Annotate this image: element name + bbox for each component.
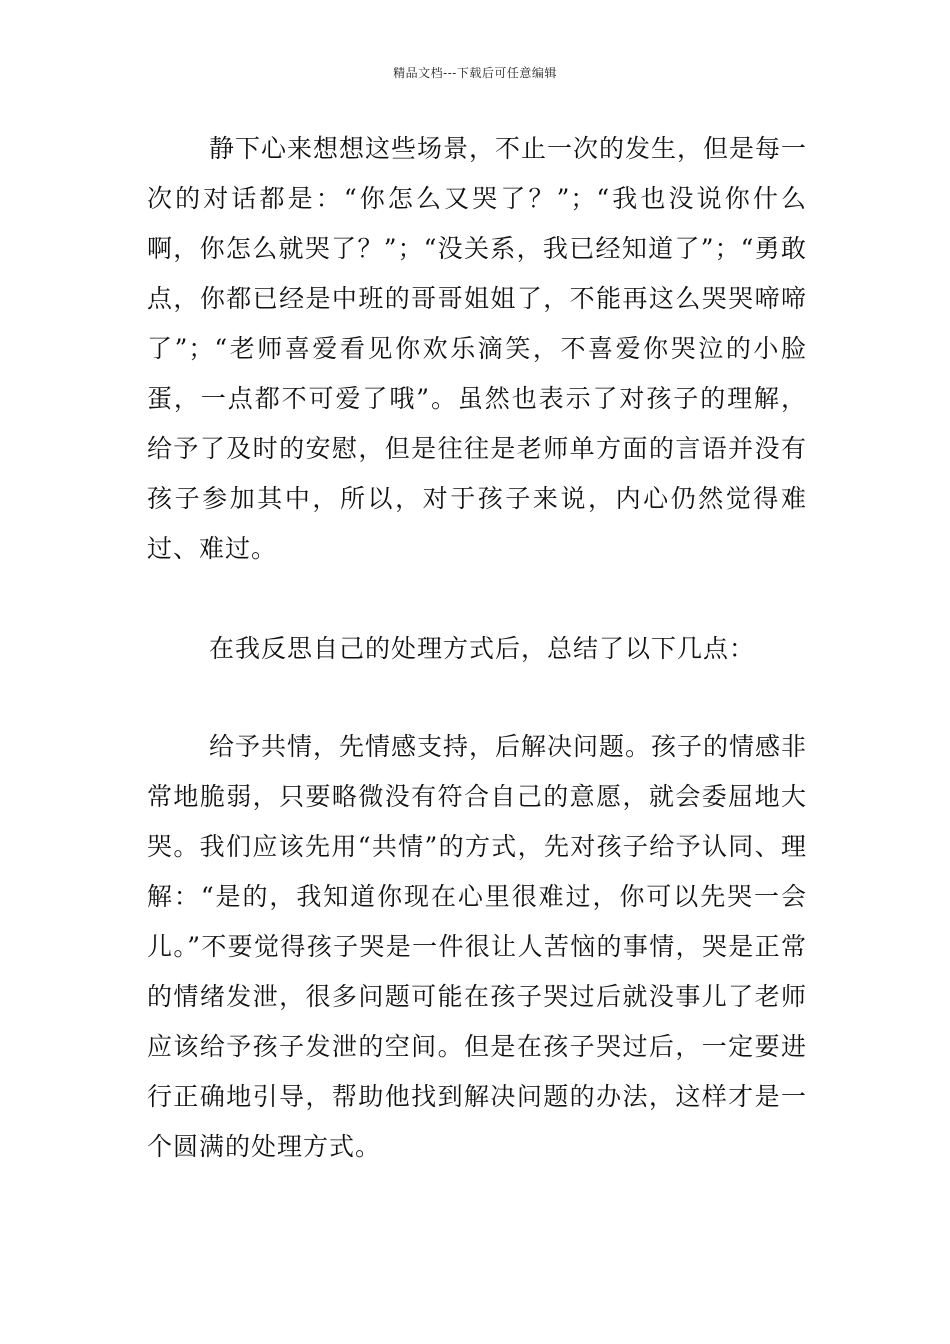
paragraph-empathy: 给予共情，先情感支持，后解决问题。孩子的情感非常地脆弱，只要略微没有符合自己的意愿，就会委屈地大哭。我们应该先用“共情”的方式，先对孩子给予认同、理解：“是的，我知道你现在心里很难过，你可以先哭一会儿。”不要觉得孩子哭是一件很让人苦恼的事情，哭是正常的情绪发泄，很多问题可能在孩子哭过后就没事儿了老师应该给予孩子发泄的空间。但是在孩子哭过后，一定要进行正确地引导，帮助他找到解决问题的办法，这样才是一个圆满的处理方式。: [147, 732, 808, 1161]
paragraph-summary-intro: 在我反思自己的处理方式后，总结了以下几点：: [209, 634, 756, 663]
page-header: 精品文档---下载后可任意编辑: [393, 66, 557, 80]
paragraph-reflection: 静下心来想想这些场景，不止一次的发生，但是每一次的对话都是：“你怎么又哭了？”；“我也没说你什么啊，你怎么就哭了？”；“没关系，我已经知道了”；“勇敢点，你都已经是中班的哥哥姐姐了，不能再这么哭哭啼啼了”；“老师喜爱看见你欢乐滴笑，不喜爱你哭泣的小脸蛋，一点都不可爱了哦”。虽然也表示了对孩子的理解，给予了及时的安慰，但是往往是老师单方面的言语并没有孩子参加其中，所以，对于孩子来说，内心仍然觉得难过、难过。: [147, 134, 808, 563]
